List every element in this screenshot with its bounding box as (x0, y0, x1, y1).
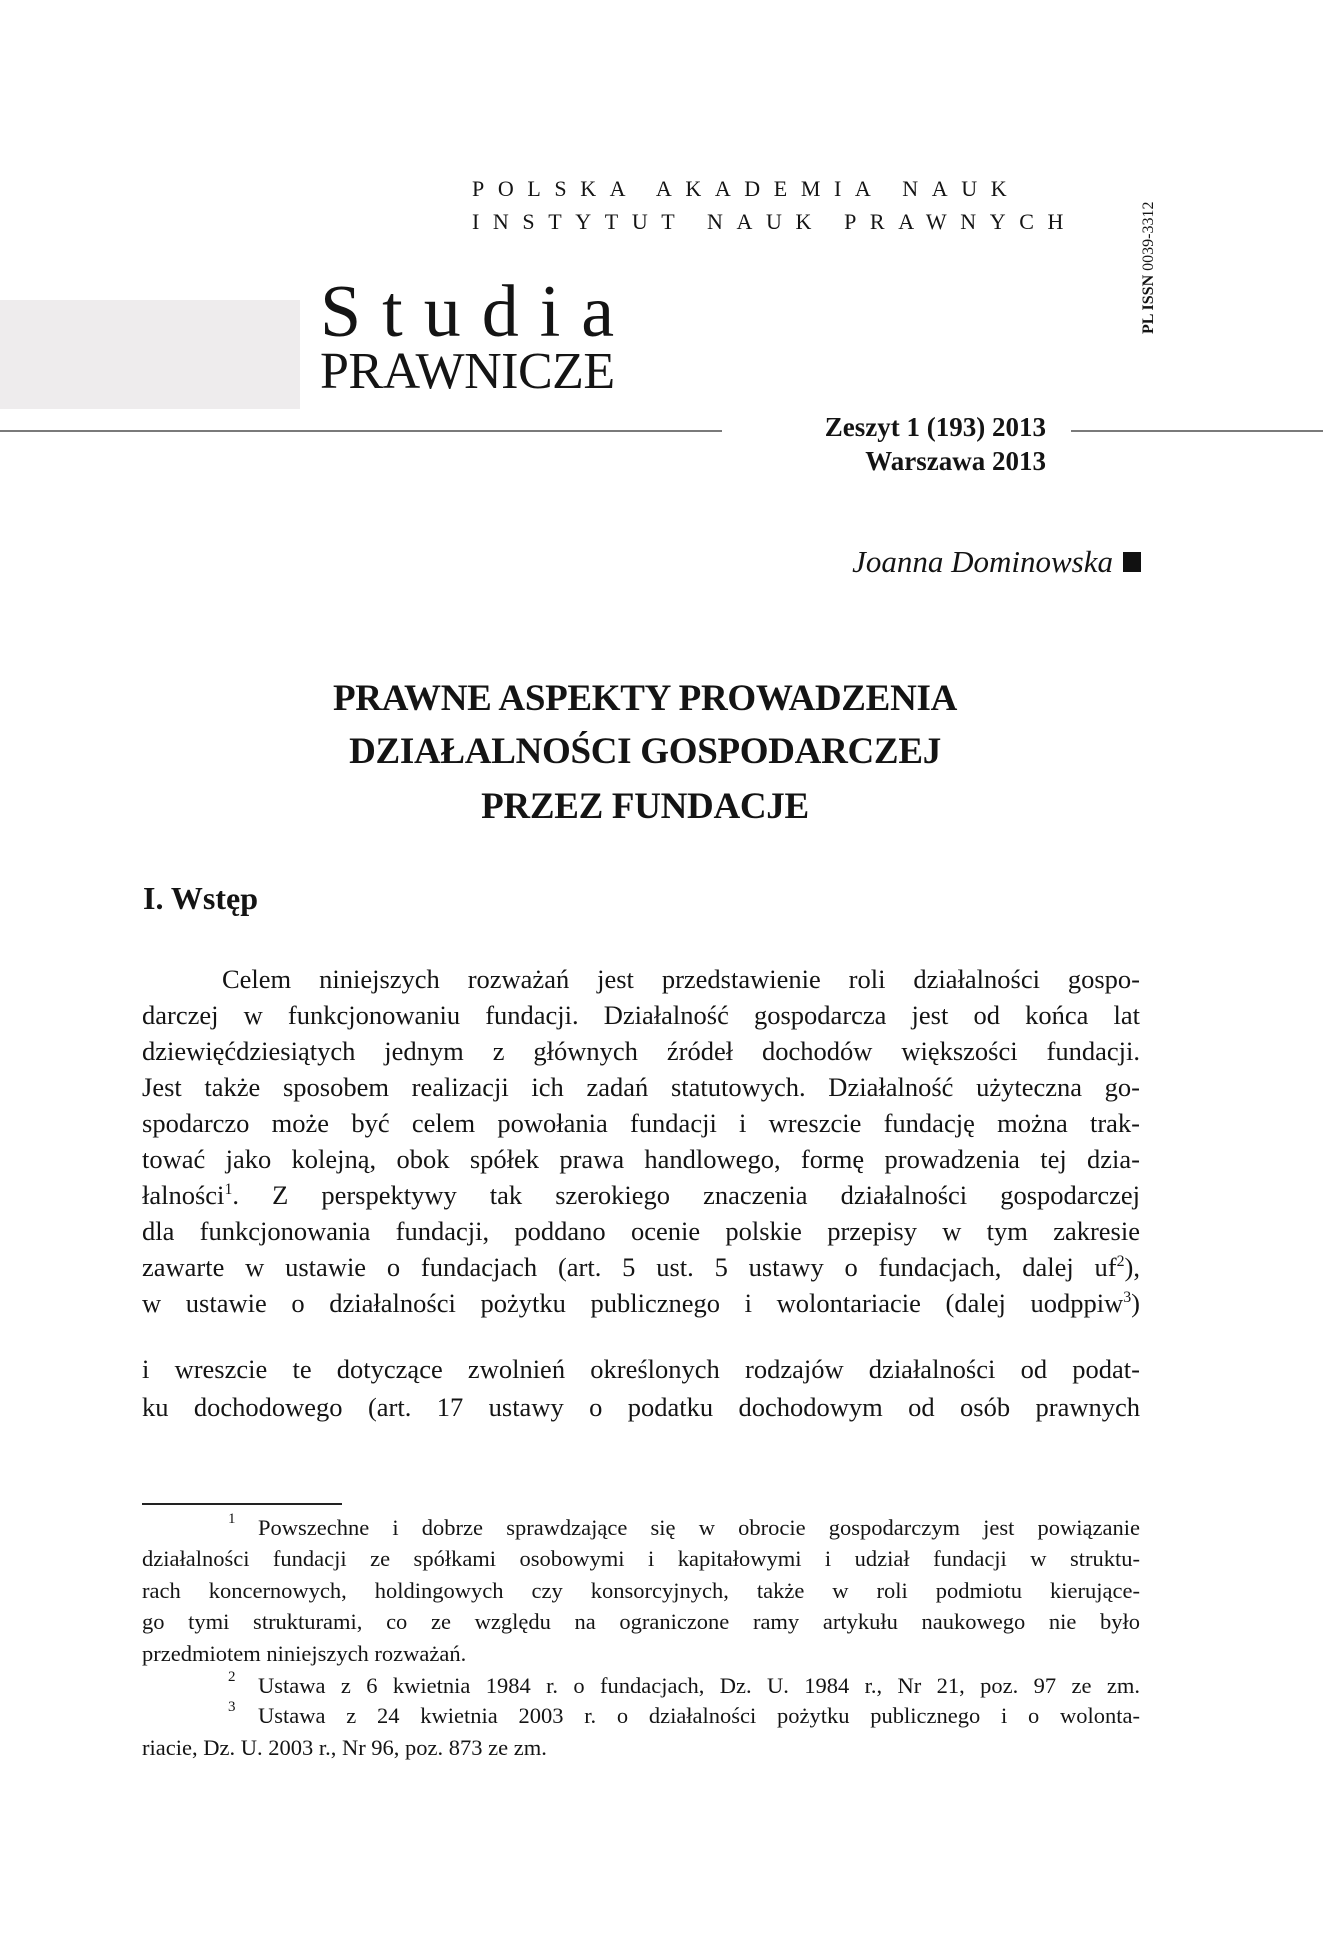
body-line: Celem niniejszych rozważań jest przedstawienie roli działalności gospo- (222, 964, 1140, 994)
footnote-ref-2[interactable]: 2 (1116, 1253, 1125, 1271)
author-line (852, 546, 1141, 577)
issn-prefix: PL ISSN (1140, 274, 1157, 334)
body-line: tować jako kolejną, obok spółek prawa handlowego, formę prowadzenia tej dzia- (142, 1144, 1140, 1174)
text-run: zawarte w ustawie o fundacjach (art. 5 ust. 5 ustawy o fundacjach, dalej uf (142, 1252, 1117, 1282)
institute-name: INSTYTUT NAUK PRAWNYCH (472, 209, 1078, 234)
text-run: . Z perspektywy tak szerokiego znaczenia działalności gospodarczej (232, 1180, 1140, 1210)
body-line: i wreszcie te dotyczące zwolnień określonych rodzajów działalności od podat- (142, 1354, 1140, 1384)
footnote-number: 2 (228, 1669, 236, 1685)
issn-number: 0039-3312 (1140, 201, 1157, 271)
header-rule-right (1071, 430, 1323, 432)
body-line: spodarczo może być celem powołania fundacji i wreszcie fundację można trak- (142, 1108, 1140, 1138)
section-heading: I. Wstęp (143, 880, 258, 916)
body-line (142, 1182, 1140, 1209)
body-line: ku dochodowego (art. 17 ustawy o podatku dochodowym od osób prawnych (142, 1392, 1140, 1422)
footnote-separator (142, 1503, 342, 1505)
footnote-line: go tymi strukturami, co ze względu na ograniczone ramy artykułu naukowego nie było (142, 1609, 1140, 1634)
body-line: dla funkcjonowania fundacji, poddano ocenie polskie przepisy w tym zakresie (142, 1216, 1140, 1246)
body-line: Jest także sposobem realizacji ich zadań statutowych. Działalność użyteczna go- (142, 1072, 1140, 1102)
article-title-line: PRAWNE ASPEKTY PROWADZENIA (332, 678, 958, 719)
body-line (142, 1254, 1140, 1281)
institution-name: POLSKA AKADEMIA NAUK (472, 176, 1021, 201)
journal-title-studia: Studia (320, 271, 636, 353)
footnote-line: rach koncernowych, holdingowych czy konsorcyjnych, także w roli podmiotu kierujące- (142, 1578, 1140, 1603)
text-run: w ustawie o działalności pożytku publicznego i wolontariacie (dalej uodppiw (142, 1288, 1124, 1318)
footnote-line: riacie, Dz. U. 2003 r., Nr 96, poz. 873 ze zm. (142, 1735, 547, 1760)
text-run: ) (1131, 1288, 1140, 1318)
footnote-line: przedmiotem niniejszych rozważań. (142, 1641, 467, 1666)
body-line: darczej w funkcjonowaniu fundacji. Działalność gospodarcza jest od końca lat (142, 1000, 1140, 1030)
issn-label (1137, 182, 1161, 334)
black-square-icon (1123, 552, 1141, 572)
issue-number: Zeszyt 1 (193) 2013 (824, 412, 1046, 442)
footnote-line: Ustawa z 6 kwietnia 1984 r. o fundacjach, Dz. U. 1984 r., Nr 21, poz. 97 ze zm. (258, 1673, 1140, 1698)
header-rule-left (0, 430, 722, 432)
footnote-number: 3 (228, 1699, 236, 1715)
footnote-number: 1 (228, 1511, 236, 1527)
text-run: łalności (142, 1180, 225, 1210)
footnote-line: Powszechne i dobrze sprawdzające się w obrocie gospodarczym jest powiązanie (258, 1515, 1140, 1540)
body-line (142, 1290, 1140, 1317)
decorative-gray-box (0, 300, 300, 409)
journal-title-prawnicze: PRAWNICZE (320, 343, 615, 400)
footnote-ref-1[interactable]: 1 (224, 1181, 233, 1199)
issue-place-year: Warszawa 2013 (865, 446, 1046, 476)
footnote-line: działalności fundacji ze spółkami osobowymi i kapitałowymi i udział fundacji w struktu- (142, 1546, 1140, 1571)
body-line: dziewięćdziesiątych jednym z głównych źródeł dochodów większości fundacji. (142, 1036, 1140, 1066)
article-title-line: PRZEZ FUNDACJE (481, 786, 809, 827)
author-name: Joanna Dominowska (852, 544, 1113, 579)
footnote-line: Ustawa z 24 kwietnia 2003 r. o działalności pożytku publicznego i o wolonta- (258, 1703, 1140, 1728)
footnote-ref-3[interactable]: 3 (1123, 1289, 1132, 1307)
text-run: ), (1124, 1252, 1140, 1282)
article-title-line: DZIAŁALNOŚCI GOSPODARCZEJ (349, 731, 941, 772)
